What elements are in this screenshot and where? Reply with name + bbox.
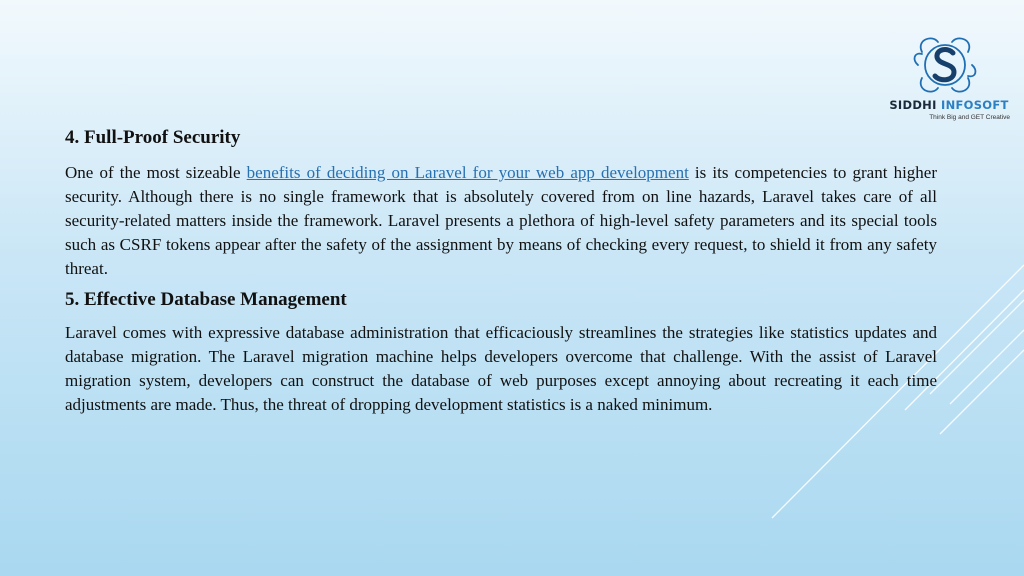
benefits-laravel-link[interactable]: benefits of deciding on Laravel for your web app development — [246, 163, 689, 182]
company-logo — [884, 28, 1014, 128]
section-paragraph-security: One of the most sizeable benefits of deciding on Laravel for your web app development is its competencies to grant higher security. Although there is no single framework that is absolutely covered from on line hazards, Laravel takes care of all security-related matters inside the framework. Laravel presents a plethora of high-level safety parameters and its special tools such as CSRF tokens appear after the safety of the assignment by means of checking every request, to shield it from any safety threat. — [65, 163, 938, 278]
section-paragraph-database: Laravel comes with expressive database administration that efficaciously streamlines the strategies like statistics updates and database migration. The Laravel migration machine helps developers overcome that challenge. With the assist of Laravel migration system, developers can construct the database of web purposes except annoying about recreating it each time adjustments are made. Thus, the threat of dropping development statistics is a naked minimum. — [65, 323, 937, 414]
slide-content — [65, 125, 937, 417]
logo-emblem-icon — [910, 32, 980, 98]
section-heading-security: 4. Full-Proof Security — [65, 127, 241, 148]
logo-tagline: Think Big and GET Creative — [929, 114, 1010, 121]
logo-name: SIDDHI INFOSOFT — [889, 98, 1009, 112]
section-heading-database: 5. Effective Database Management — [65, 289, 347, 310]
